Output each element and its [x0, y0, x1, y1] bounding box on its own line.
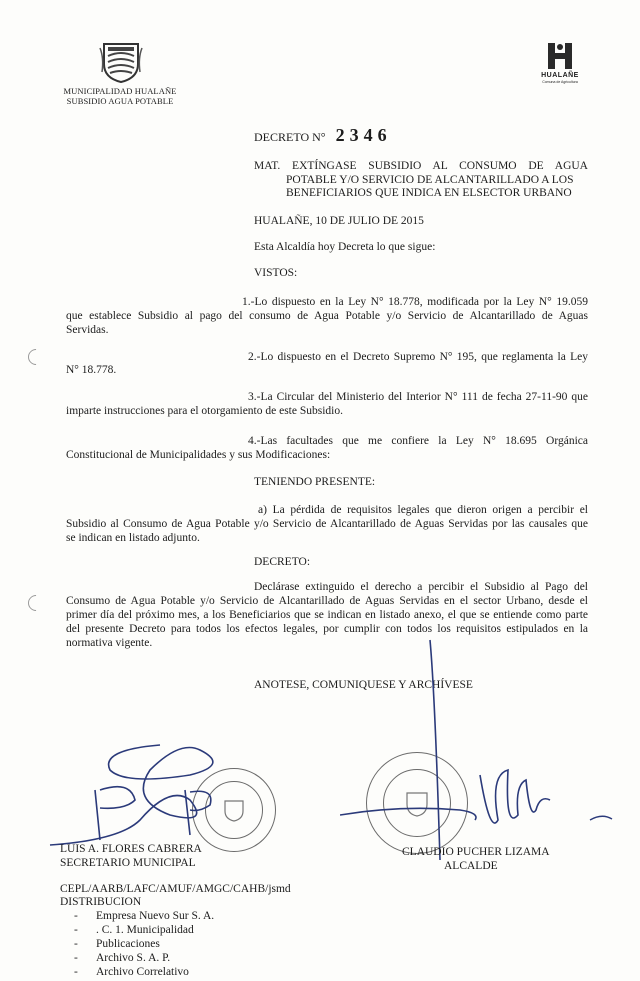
distribution-item: - Publicaciones [74, 938, 160, 950]
subject-block [254, 160, 588, 201]
hualane-logo-text: HUALAÑE [541, 72, 579, 79]
vistos-2-line-2: N° 18.778. [66, 364, 117, 376]
place-date: HUALAÑE, 10 DE JULIO DE 2015 [254, 215, 424, 227]
secretary-role: SECRETARIO MUNICIPAL [60, 857, 196, 869]
distribution-item: - . C. 1. Municipalidad [74, 924, 194, 936]
distribution-item: - Empresa Nuevo Sur S. A. [74, 910, 215, 922]
decree-number: 2346 [335, 125, 392, 145]
punch-hole-mark-bottom [25, 592, 48, 615]
decreto-line-1: Declárase extinguido el derecho a percibir el Subsidio al Pago del [254, 581, 588, 593]
punch-hole-mark-top [25, 346, 48, 369]
vistos-heading: VISTOS: [254, 267, 298, 279]
distribution-list [74, 909, 214, 979]
mayor-role: ALCALDE [444, 860, 498, 872]
vistos-1-line-3: Servidas. [66, 324, 109, 336]
teniendo-a-line-2: Subsidio al Consumo de Agua Potable y/o Servicio de Alcantarillado de Aguas Servidas por las causales que [66, 518, 588, 530]
initials-line: CEPL/AARB/LAFC/AMUF/AMGC/CAHB/jsmd [60, 883, 291, 895]
distribution-heading: DISTRIBUCION [60, 896, 142, 908]
secretary-signature-icon [40, 730, 280, 850]
hualane-logo-subtext: Comuna de Agricultura [542, 80, 578, 84]
decree-number-line [254, 125, 392, 146]
subject-line-3: BENEFICIARIOS QUE INDICA EN ELSECTOR URBANO [286, 187, 572, 199]
teniendo-a-line-3: se indican en listado adjunto. [66, 532, 200, 544]
distribution-item: - Archivo Correlativo [74, 966, 189, 978]
vistos-4-line-1: 4.-Las facultades que me confiere la Ley N° 18.695 Orgánica [248, 435, 588, 447]
vistos-2-line-1: 2.-Lo dispuesto en el Decreto Supremo N° 195, que reglamenta la Ley [248, 351, 588, 363]
closing-text: ANOTESE, COMUNIQUESE Y ARCHÍVESE [254, 679, 473, 691]
decreto-line-2: Consumo de Agua Potable y/o Servicio de Alcantarillado de Aguas Servidas en el sector Urbano, desde el [66, 595, 588, 607]
header-left-line2: SUBSIDIO AGUA POTABLE [66, 96, 174, 106]
municipal-crest-icon [98, 38, 144, 84]
decreto-heading: DECRETO: [254, 556, 311, 568]
mayor-signature-icon [340, 635, 630, 865]
vistos-1-line-1: 1.-Lo dispuesto en la Ley N° 18.778, modificada por la Ley N° 19.059 [242, 296, 588, 308]
vistos-3-line-1: 3.-La Circular del Ministerio del Interior N° 111 de fecha 27-11-90 que [248, 391, 588, 403]
teniendo-heading: TENIENDO PRESENTE: [254, 476, 376, 488]
header-left-line1: MUNICIPALIDAD HUALAÑE [63, 86, 177, 96]
vistos-1-line-2: que establece Subsidio al pago del consumo de Agua Potable y/o Servicio de Alcantarillado de Aguas [66, 310, 588, 322]
vistos-4-line-2: Constitucional de Municipalidades y sus Modificaciones: [66, 449, 331, 461]
subject-line-1: MAT. EXTÍNGASE SUBSIDIO AL CONSUMO DE AGUA [254, 160, 588, 172]
distribution-item: - Archivo S. A. P. [74, 952, 171, 964]
intro-text: Esta Alcaldía hoy Decreta lo que sigue: [254, 241, 436, 253]
decreto-line-3: primer día del próximo mes, a los Beneficiarios que se indican en listado anexo, el que se entiende como parte [66, 609, 588, 621]
decree-label: DECRETO N° [254, 130, 326, 144]
mayor-name: CLAUDIO PUCHER LIZAMA [402, 846, 550, 858]
secretary-name: LUIS A. FLORES CABRERA [60, 843, 202, 855]
teniendo-a-line-1: a) La pérdida de requisitos legales que dieron origen a percibir el [258, 504, 588, 516]
subject-line-2: POTABLE Y/O SERVICIO DE ALCANTARILLADO A LOS [286, 173, 574, 186]
decreto-line-4: del presente Decreto para todos los efectos legales, por cumplir con todos los requisitos estipulados en la [66, 623, 588, 635]
hualane-logo-icon [547, 42, 573, 70]
vistos-3-line-2: imparte instrucciones para el otorgamiento de este Subsidio. [66, 405, 343, 417]
decreto-line-5: normativa vigente. [66, 637, 153, 649]
